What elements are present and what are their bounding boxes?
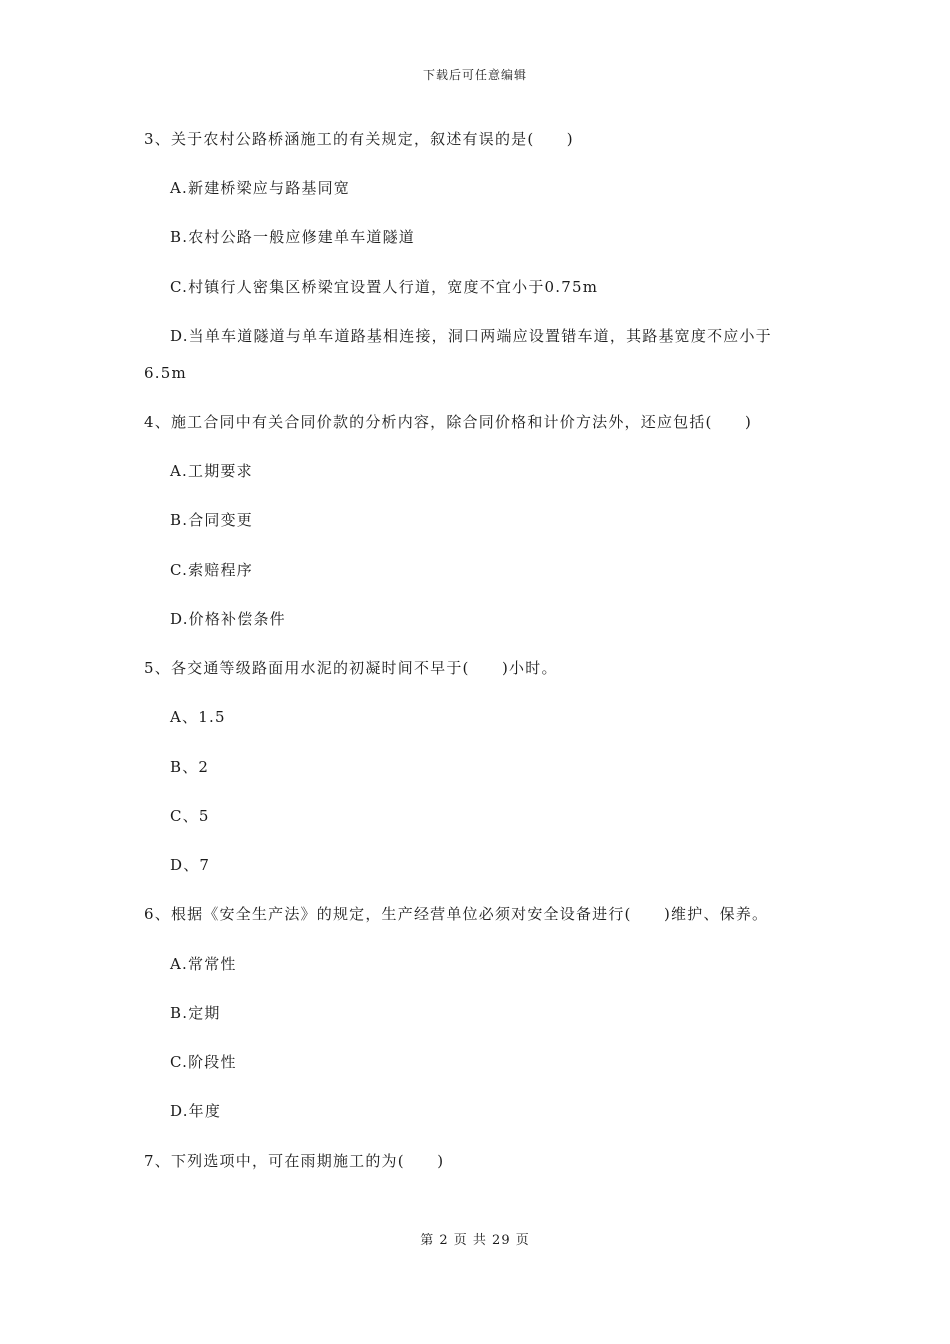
- question-4-option-c: C.索赔程序: [170, 561, 253, 579]
- question-6-option-c: C.阶段性: [170, 1053, 237, 1071]
- question-5-option-d: D、7: [170, 856, 211, 874]
- question-3-stem: 3、关于农村公路桥涵施工的有关规定，叙述有误的是( ): [144, 130, 574, 148]
- question-3-option-d-continuation: 6.5m: [144, 364, 187, 382]
- question-6-stem: 6、根据《安全生产法》的规定，生产经营单位必须对安全设备进行( )维护、保养。: [144, 905, 769, 923]
- question-6-option-a: A.常常性: [170, 955, 237, 973]
- question-7-stem: 7、下列选项中，可在雨期施工的为( ): [144, 1152, 445, 1170]
- question-3-option-a: A.新建桥梁应与路基同宽: [170, 179, 351, 197]
- question-5-option-c: C、5: [170, 807, 210, 825]
- page-header: 下载后可任意编辑: [422, 68, 527, 82]
- question-6-option-d: D.年度: [170, 1102, 222, 1120]
- question-6-option-b: B.定期: [170, 1004, 221, 1022]
- page-footer: 第 2 页 共 29 页: [420, 1233, 530, 1248]
- question-3-option-d: D.当单车道隧道与单车道路基相连接，洞口两端应设置错车道，其路基宽度不应小于: [170, 327, 772, 345]
- question-3-option-c: C.村镇行人密集区桥梁宜设置人行道，宽度不宜小于0.75m: [170, 278, 599, 296]
- question-4-stem: 4、施工合同中有关合同价款的分析内容，除合同价格和计价方法外，还应包括( ): [144, 413, 753, 431]
- question-5-stem: 5、各交通等级路面用水泥的初凝时间不早于( )小时。: [144, 659, 558, 677]
- question-5-option-a: A、1.5: [170, 708, 226, 726]
- question-4-option-a: A.工期要求: [170, 462, 253, 480]
- question-4-option-d: D.价格补偿条件: [170, 610, 286, 628]
- question-4-option-b: B.合同变更: [170, 511, 253, 529]
- question-3-option-b: B.农村公路一般应修建单车道隧道: [170, 228, 415, 246]
- question-5-option-b: B、2: [170, 758, 210, 776]
